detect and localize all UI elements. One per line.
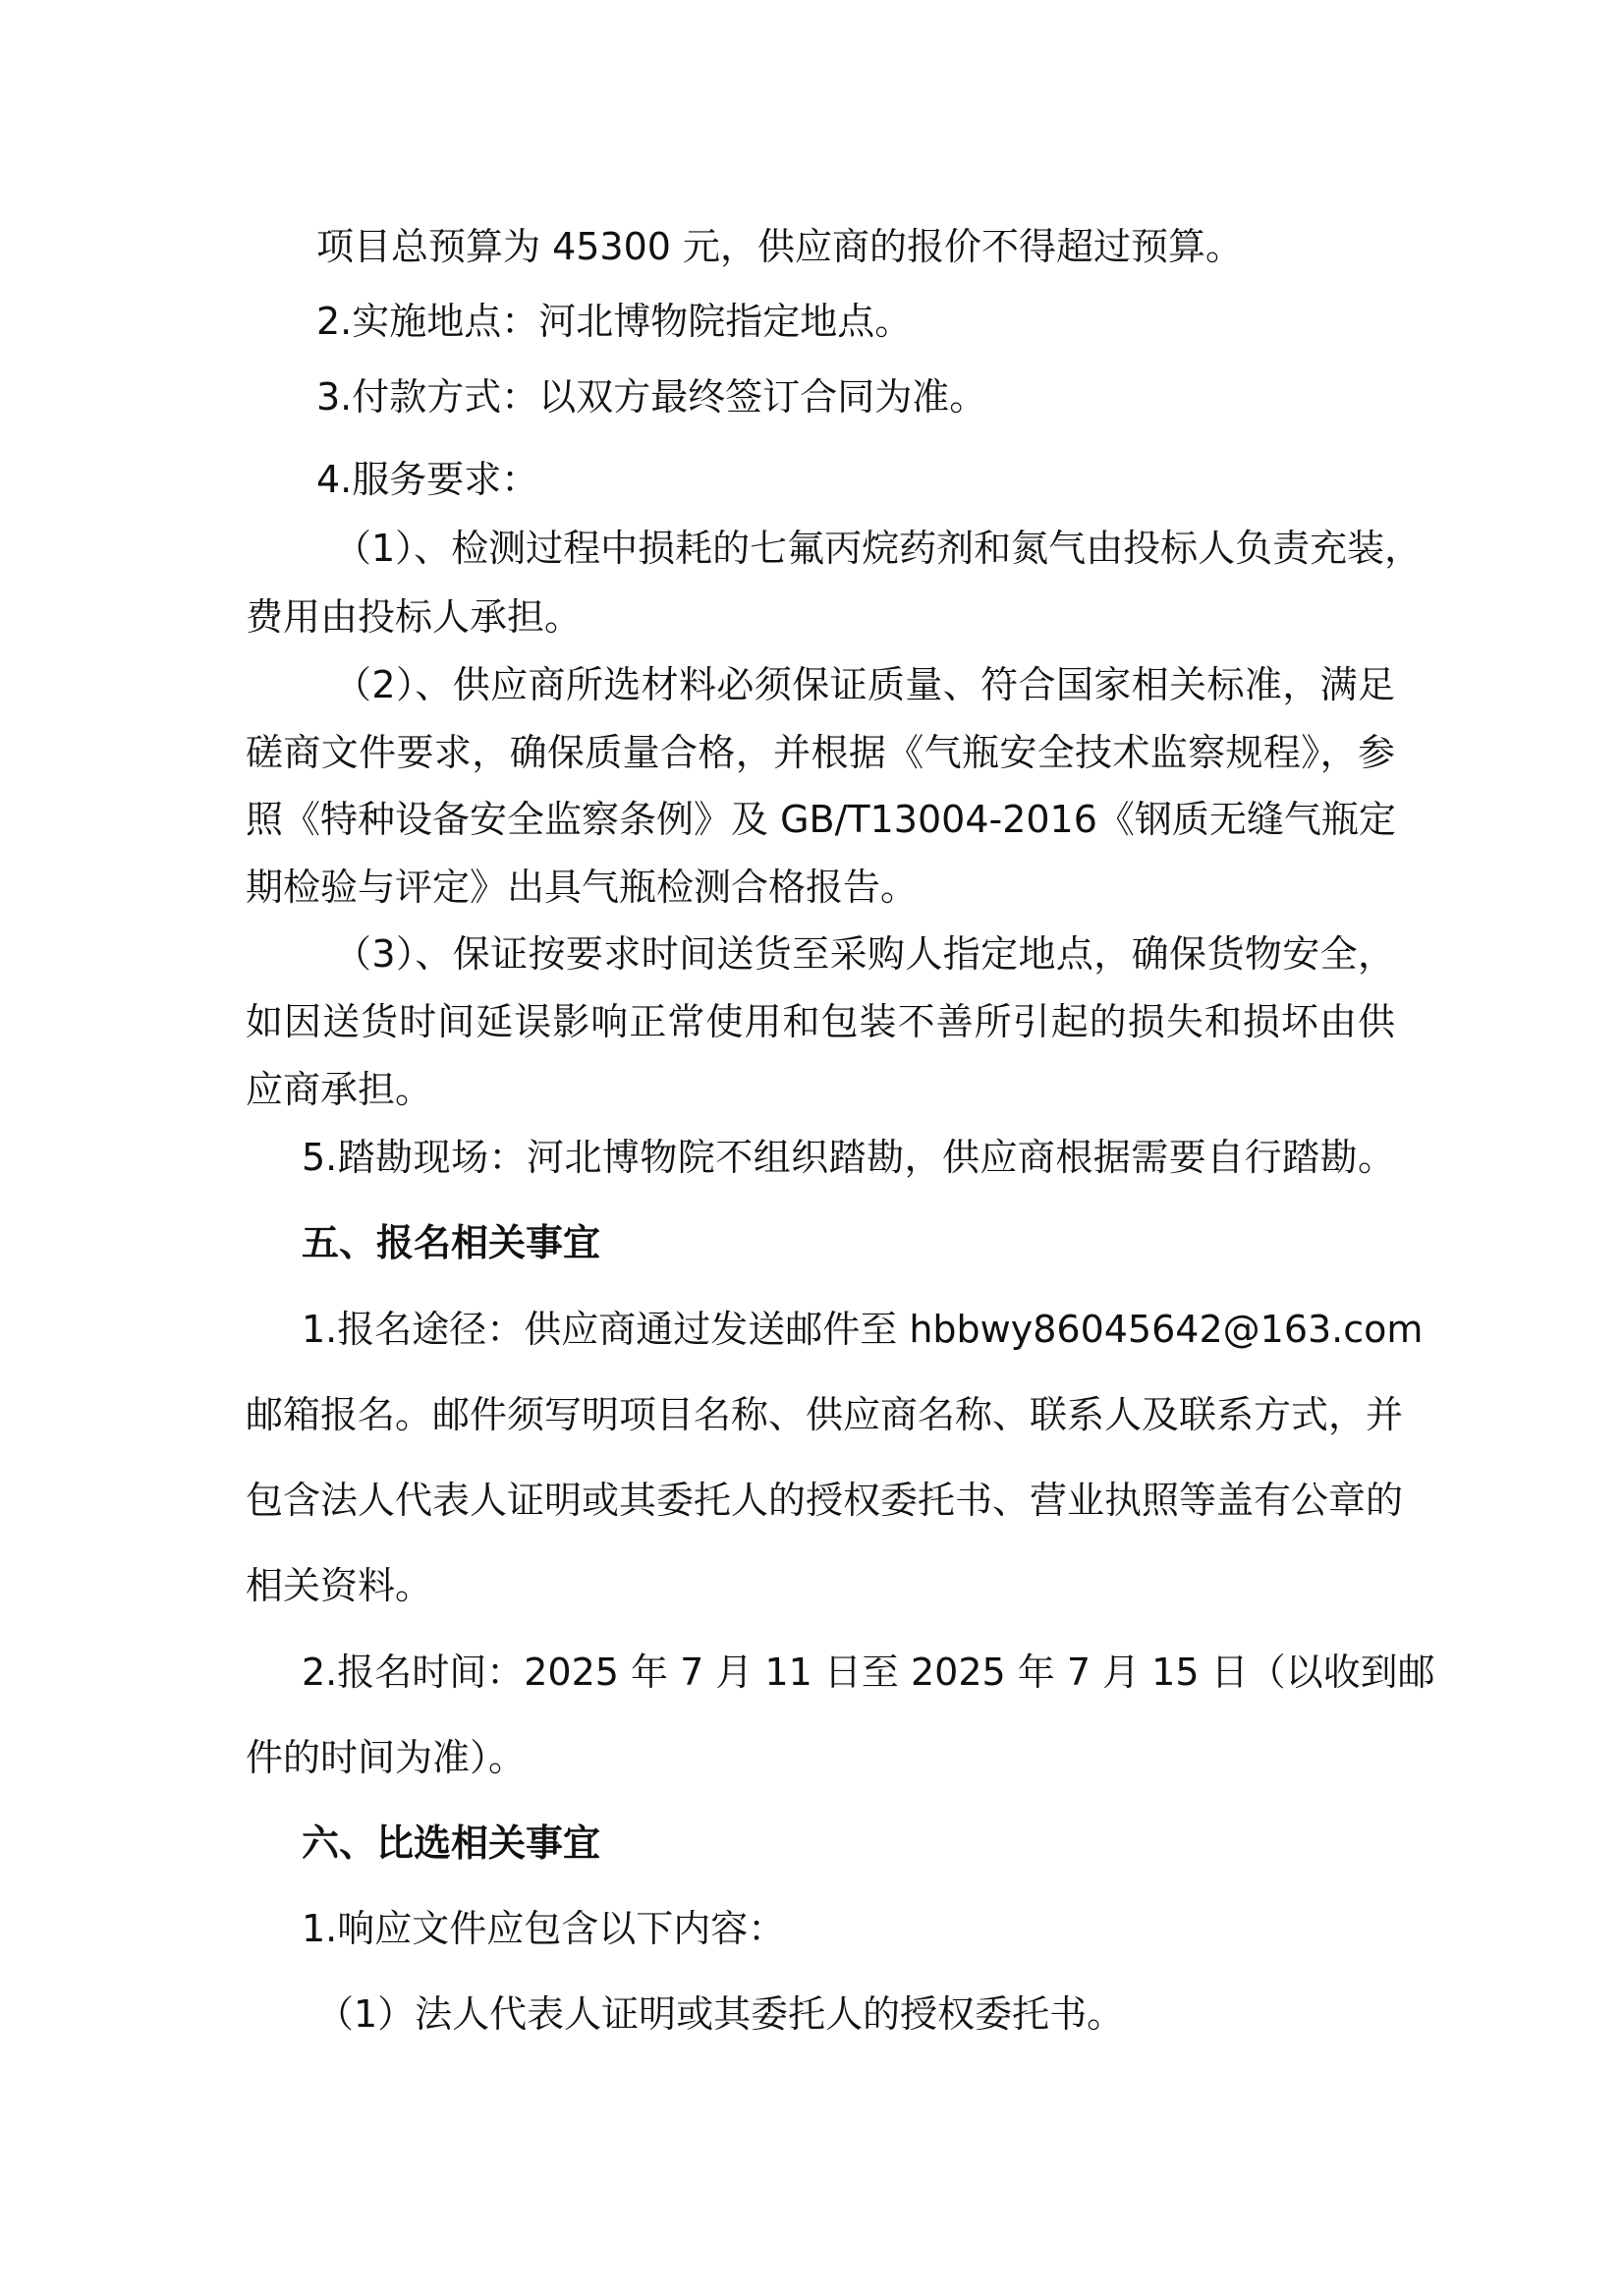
location-line: 2.实施地点：河北博物院指定地点。 bbox=[316, 300, 913, 343]
response-docs-item-1: （1）法人代表人证明或其委托人的授权委托书。 bbox=[316, 1992, 1125, 2036]
requirement-2-cont-3: 期检验与评定》出具气瓶检测合格报告。 bbox=[246, 866, 919, 909]
requirement-3-cont-2: 应商承担。 bbox=[246, 1068, 433, 1111]
requirement-3-line: （3）、保证按要求时间送货至采购人指定地点，确保货物安全， bbox=[334, 932, 1395, 976]
section-5-heading: 五、报名相关事宜 bbox=[302, 1221, 601, 1264]
response-docs-line: 1.响应文件应包含以下内容： bbox=[302, 1907, 786, 1950]
requirement-2-cont-2: 照《特种设备安全监察条例》及 GB/T13004-2016《钢质无缝气瓶定 bbox=[246, 798, 1396, 841]
requirement-1-line: （1）、检测过程中损耗的七氟丙烷药剂和氮气由投标人负责充装， bbox=[334, 527, 1423, 570]
requirement-1-cont: 费用由投标人承担。 bbox=[246, 595, 583, 639]
registration-method-cont-1: 邮箱报名。邮件须写明项目名称、供应商名称、联系人及联系方式，并 bbox=[246, 1393, 1404, 1436]
registration-method-cont-3: 相关资料。 bbox=[246, 1564, 433, 1607]
requirement-3-cont-1: 如因送货时间延误影响正常使用和包装不善所引起的损失和损坏由供 bbox=[246, 1000, 1395, 1043]
site-survey-line: 5.踏勘现场：河北博物院不组织踏勘，供应商根据需要自行踏勘。 bbox=[302, 1136, 1395, 1179]
requirement-2-cont-1: 磋商文件要求，确保质量合格，并根据《气瓶安全技术监察规程》，参 bbox=[246, 731, 1395, 774]
registration-method-cont-2: 包含法人代表人证明或其委托人的授权委托书、营业执照等盖有公章的 bbox=[246, 1479, 1404, 1522]
registration-method-line: 1.报名途径：供应商通过发送邮件至 hbbwy86045642@163.com bbox=[302, 1308, 1424, 1351]
registration-time-cont: 件的时间为准）。 bbox=[246, 1736, 527, 1779]
budget-line: 项目总预算为 45300 元，供应商的报价不得超过预算。 bbox=[316, 225, 1244, 268]
service-requirements-line: 4.服务要求： bbox=[316, 458, 539, 501]
section-6-heading: 六、比选相关事宜 bbox=[302, 1821, 601, 1865]
requirement-2-line: （2）、供应商所选材料必须保证质量、符合国家相关标准，满足 bbox=[334, 663, 1395, 706]
registration-time-line: 2.报名时间：2025 年 7 月 11 日至 2025 年 7 月 15 日（以收到邮 bbox=[302, 1651, 1435, 1694]
payment-line: 3.付款方式：以双方最终签订合同为准。 bbox=[316, 375, 987, 419]
